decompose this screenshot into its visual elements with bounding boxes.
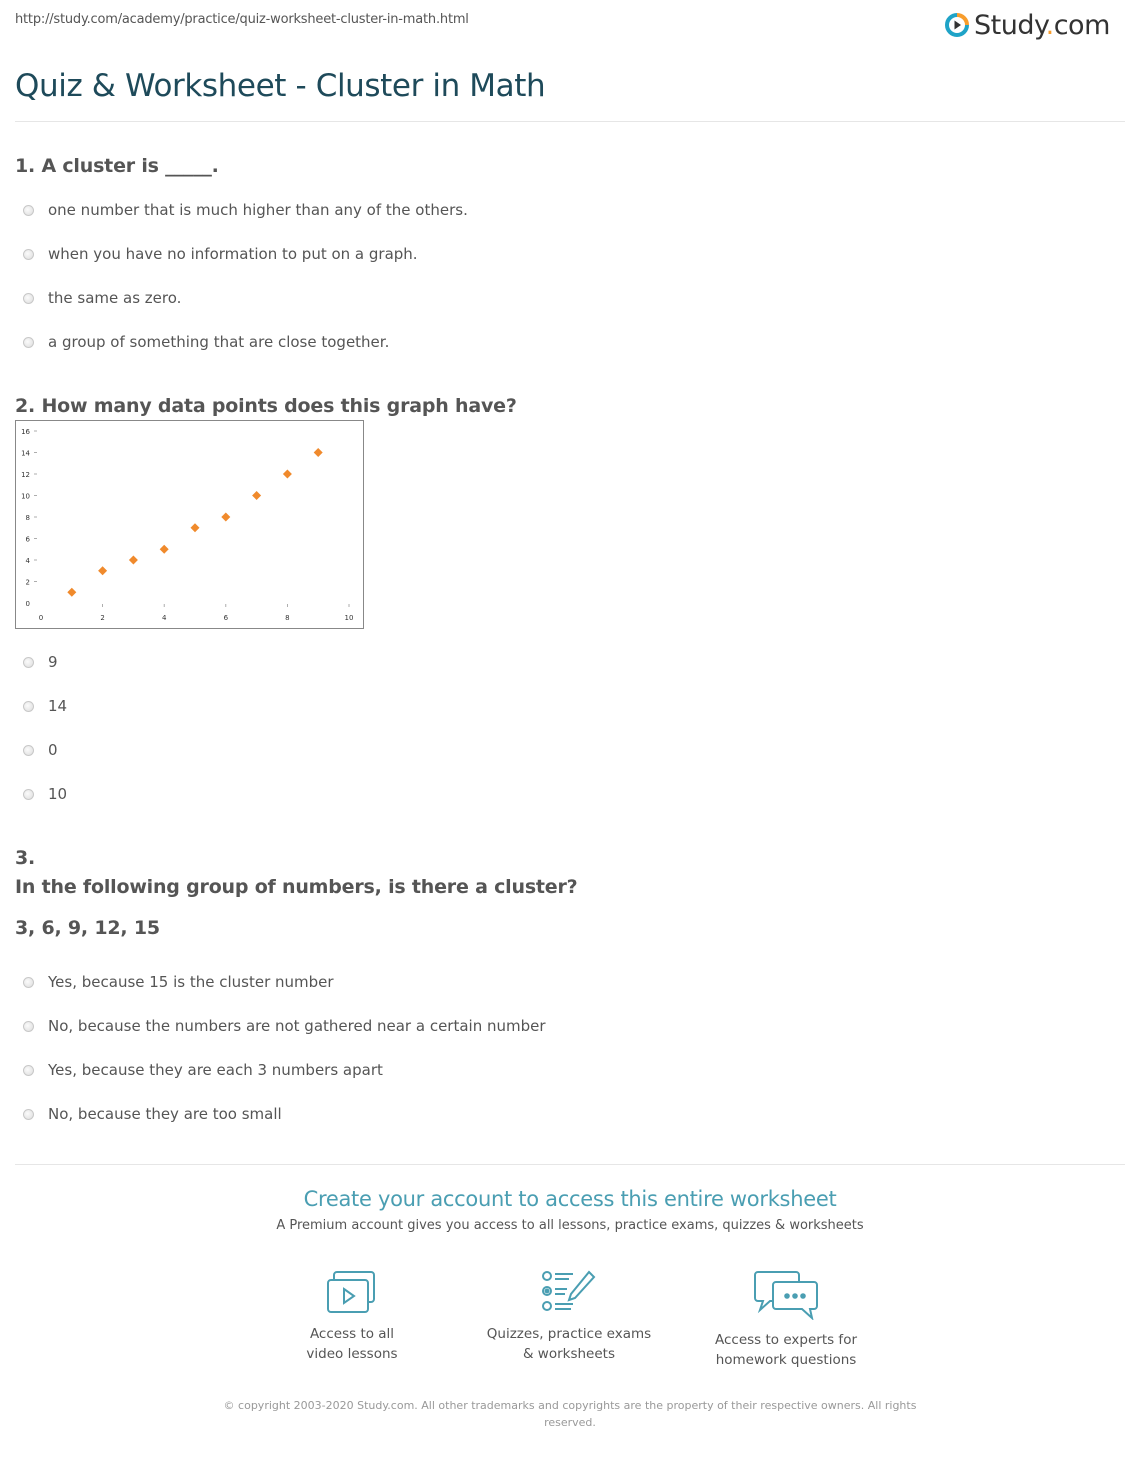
question-1-option-2[interactable] xyxy=(23,245,418,263)
feature-quizzes xyxy=(469,1270,669,1364)
option-label: one number that is much higher than any of the others. xyxy=(48,201,468,219)
option-label: a group of something that are close together. xyxy=(48,333,390,351)
y-tick-label: 6 xyxy=(25,535,30,544)
radio-button[interactable] xyxy=(23,745,34,756)
logo-dot: . xyxy=(1045,9,1054,41)
y-tick-label: 4 xyxy=(25,557,30,565)
option-label: Yes, because 15 is the cluster number xyxy=(48,973,334,991)
question-2-option-4[interactable] xyxy=(23,785,67,803)
y-tick-label: 8 xyxy=(25,514,30,522)
feature-label-line2: homework questions xyxy=(715,1352,857,1368)
play-logo-icon xyxy=(945,13,969,37)
radio-button[interactable] xyxy=(23,789,34,800)
section-divider xyxy=(15,1164,1125,1165)
logo-name: Study xyxy=(974,9,1046,41)
data-point xyxy=(283,470,292,479)
x-tick-label: 2 xyxy=(100,614,105,622)
radio-button[interactable] xyxy=(23,1109,34,1120)
x-tick-label: 0 xyxy=(38,614,44,622)
option-label: No, because the numbers are not gathered near a certain number xyxy=(48,1017,546,1035)
radio-button[interactable] xyxy=(23,701,34,712)
url-bar: http://study.com/academy/practice/quiz-worksheet-cluster-in-math.html xyxy=(15,12,469,27)
y-tick-label: 10 xyxy=(21,492,30,501)
y-tick-label: 16 xyxy=(21,428,30,436)
feature-label-line1: Access to experts for xyxy=(714,1332,857,1348)
copyright-footer: © copyright 2003-2020 Study.com. All other trademarks and copyrights are the property of their respective owners. All rights reserved. xyxy=(223,1399,917,1429)
feature-label-line1: Quizzes, practice exams xyxy=(486,1326,652,1342)
y-tick-label: 12 xyxy=(21,471,30,479)
question-2-option-3[interactable] xyxy=(23,741,58,759)
question-3-subheading: 3, 6, 9, 12, 15 xyxy=(15,917,160,939)
feature-experts xyxy=(686,1270,886,1370)
y-tick-label: 2 xyxy=(25,578,30,587)
radio-button[interactable] xyxy=(23,293,34,304)
question-1-heading: 1. A cluster is _____. xyxy=(15,155,219,177)
radio-button[interactable] xyxy=(23,657,34,668)
cta-title[interactable]: Create your account to access this entire worksheet xyxy=(303,1187,837,1211)
radio-button[interactable] xyxy=(23,977,34,988)
data-point xyxy=(67,588,76,597)
option-label: 10 xyxy=(48,785,68,803)
quiz-checklist-icon xyxy=(541,1270,597,1314)
data-point xyxy=(191,523,200,532)
question-1-option-3[interactable] xyxy=(23,289,181,307)
video-lessons-icon xyxy=(326,1270,378,1314)
data-point xyxy=(98,566,107,575)
option-label: Yes, because they are each 3 numbers apart xyxy=(48,1061,383,1079)
radio-button[interactable] xyxy=(23,1021,34,1032)
page-title: Quiz & Worksheet - Cluster in Math xyxy=(15,68,546,104)
question-3-heading: In the following group of numbers, is there a cluster? xyxy=(15,876,578,898)
x-tick-label: 4 xyxy=(161,614,167,622)
feature-label-line1: Access to all xyxy=(309,1326,395,1342)
option-label: 0 xyxy=(48,741,58,759)
x-tick-label: 8 xyxy=(285,614,290,622)
cta-subtitle: A Premium account gives you access to all lessons, practice exams, quizzes & worksheets xyxy=(276,1218,864,1233)
x-tick-label: 10 xyxy=(344,614,354,622)
option-label: No, because they are too small xyxy=(48,1105,282,1123)
question-2-option-1[interactable] xyxy=(23,653,58,671)
radio-button[interactable] xyxy=(23,1065,34,1076)
question-1-option-4[interactable] xyxy=(23,333,389,351)
logo-tld: com xyxy=(1053,9,1110,41)
y-tick-label: 14 xyxy=(21,449,30,458)
data-point xyxy=(160,545,169,554)
feature-label-line2: & worksheets xyxy=(522,1346,615,1362)
scatter-chart xyxy=(16,421,363,628)
data-point xyxy=(252,491,261,500)
question-3-option-2[interactable] xyxy=(23,1017,546,1035)
option-label: when you have no information to put on a graph. xyxy=(48,245,418,263)
data-point xyxy=(129,556,138,565)
x-tick-label: 6 xyxy=(223,614,229,622)
option-label: 9 xyxy=(48,653,58,671)
option-label: the same as zero. xyxy=(48,289,182,307)
data-point xyxy=(221,513,230,522)
question-2-heading: 2. How many data points does this graph have? xyxy=(15,395,517,417)
title-divider xyxy=(15,121,1125,122)
chat-bubbles-icon xyxy=(754,1270,818,1320)
data-point xyxy=(314,448,323,457)
radio-button[interactable] xyxy=(23,205,34,216)
question-3-option-4[interactable] xyxy=(23,1105,282,1123)
radio-button[interactable] xyxy=(23,337,34,348)
question-1-option-1[interactable] xyxy=(23,201,468,219)
feature-label-line2: video lessons xyxy=(306,1346,398,1362)
feature-video-lessons xyxy=(252,1270,452,1364)
scatter-graph xyxy=(15,420,364,629)
question-3-option-1[interactable] xyxy=(23,973,334,991)
question-3-option-3[interactable] xyxy=(23,1061,383,1079)
option-label: 14 xyxy=(48,697,68,715)
y-tick-label: 0 xyxy=(25,600,30,608)
radio-button[interactable] xyxy=(23,249,34,260)
study-logo[interactable] xyxy=(945,9,1110,41)
question-2-option-2[interactable] xyxy=(23,697,67,715)
question-3-number: 3. xyxy=(15,847,36,869)
